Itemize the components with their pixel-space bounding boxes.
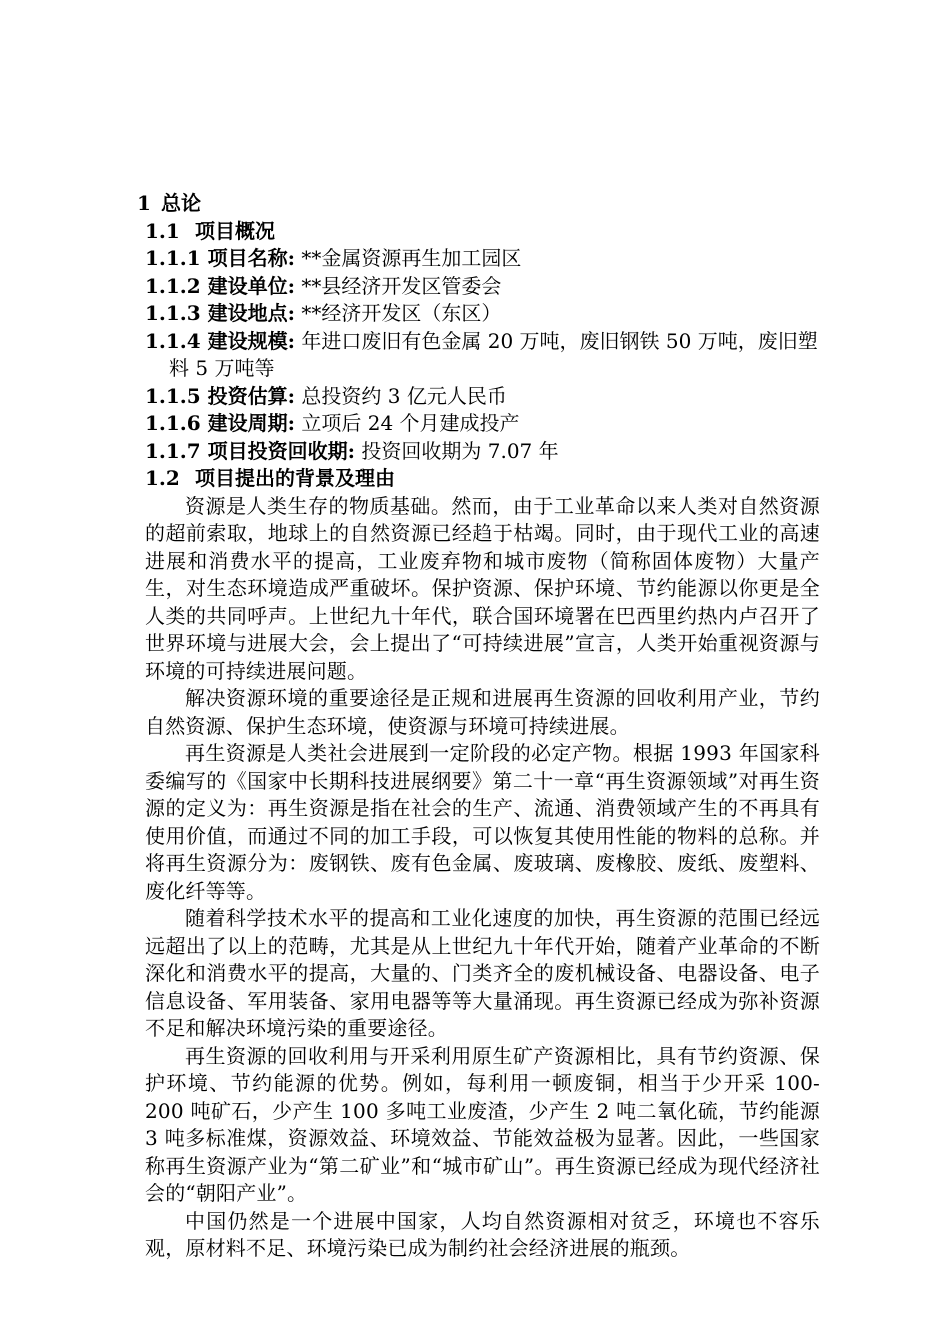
item-value: 年进口废旧有色金属 20 万吨，废旧钢铁 50 万吨，废旧塑料 5 万吨等 [169, 328, 818, 380]
body-paragraph: 随着科学技术水平的提高和工业化速度的加快，再生资源的范围已经远远超出了以上的范畴，尤其是从上世纪九十年代开始，随着产业革命的不断深化和消费水平的提高，大量的、门类齐全的废机械设备、电器设备、电子信息设备、军用装备、家用电器等等大量涌现。再生资源已经成为弥补资源不足和解决环境污染的重要途径。 [145, 906, 820, 1040]
section-number: 1 [137, 191, 151, 215]
subsection-heading-background [145, 465, 820, 493]
section-title: 总论 [161, 191, 201, 215]
item-value: 立项后 24 个月建成投产 [301, 411, 520, 435]
body-paragraph: 再生资源是人类社会进展到一定阶段的必定产物。根据 1993 年国家科委编写的《国家中长期科技进展纲要》第二十一章“再生资源领域”对再生资源的定义为：再生资源是指在社会的生产、流通、消费领域产生的不再具有使用价值，而通过不同的加工手段，可以恢复其使用性能的物料的总称。并将再生资源分为：废钢铁、废有色金属、废玻璃、废橡胶、废纸、废塑料、废化纤等等。 [145, 741, 820, 903]
item-label: 1.1.4 建设规模: [145, 328, 296, 353]
item-label: 1.1.6 建设周期: [145, 411, 296, 435]
item-value: **经济开发区（东区） [301, 301, 502, 325]
body-paragraph: 解决资源环境的重要途径是正规和进展再生资源的回收利用产业，节约自然资源、保护生态环境，使资源与环境可持续进展。 [145, 686, 820, 738]
subsection-number: 1.2 [145, 466, 180, 490]
item-label: 1.1.1 项目名称: [145, 246, 296, 270]
item-value: **县经济开发区管委会 [301, 273, 502, 298]
section-heading [137, 190, 820, 218]
subsection-number: 1.1 [145, 218, 180, 243]
item-value: 投资回收期为 7.07 年 [361, 438, 559, 463]
item-label: 1.1.2 建设单位: [145, 273, 296, 298]
subsection-title: 项目概况 [195, 218, 275, 243]
body-paragraph: 中国仍然是一个进展中国家，人均自然资源相对贫乏，环境也不容乐观，原材料不足、环境污染已成为制约社会经济进展的瓶颈。 [145, 1208, 820, 1260]
item-label: 1.1.7 项目投资回收期: [145, 438, 356, 463]
body-paragraph: 再生资源的回收利用与开采利用原生矿产资源相比，具有节约资源、保护环境、节约能源的优势。例如，每利用一顿废铜，相当于少开采 100-200 吨矿石，少产生 100 多吨工业废渣，少产生 2 吨二氧化硫，节约能源 3 吨多标准煤，资源效益、环境效益、节能效益极为显著。因此，一些国家称再生资源产业为“第二矿业”和“城市矿山”。再生资源已经成为现代经济社会的“朝阳产业”。 [145, 1043, 820, 1205]
item-value: **金属资源再生加工园区 [301, 246, 522, 270]
overview-item-investment [145, 383, 820, 411]
overview-item-scale [145, 328, 820, 383]
overview-item-name [145, 245, 820, 273]
overview-item-unit [145, 273, 820, 301]
subsection-title: 项目提出的背景及理由 [195, 466, 395, 490]
body-paragraph: 资源是人类生存的物质基础。然而，由于工业革命以来人类对自然资源的超前索取，地球上的自然资源已经趋于枯竭。同时，由于现代工业的高速进展和消费水平的提高，工业废弃物和城市废物（简称固体废物）大量产生，对生态环境造成严重破坏。保护资源、保护环境、节约能源以你更是全人类的共同呼声。上世纪九十年代，联合国环境署在巴西里约热内卢召开了世界环境与进展大会，会上提出了“可持续进展”宣言，人类开始重视资源与环境的可持续进展问题。 [145, 493, 820, 683]
subsection-heading-overview [145, 218, 820, 246]
document-page [137, 190, 820, 1263]
item-value: 总投资约 3 亿元人民币 [301, 383, 507, 408]
overview-item-location [145, 300, 820, 328]
overview-item-payback [145, 438, 820, 466]
overview-item-period [145, 410, 820, 438]
item-label: 1.1.3 建设地点: [145, 301, 296, 325]
item-label: 1.1.5 投资估算: [145, 383, 296, 408]
